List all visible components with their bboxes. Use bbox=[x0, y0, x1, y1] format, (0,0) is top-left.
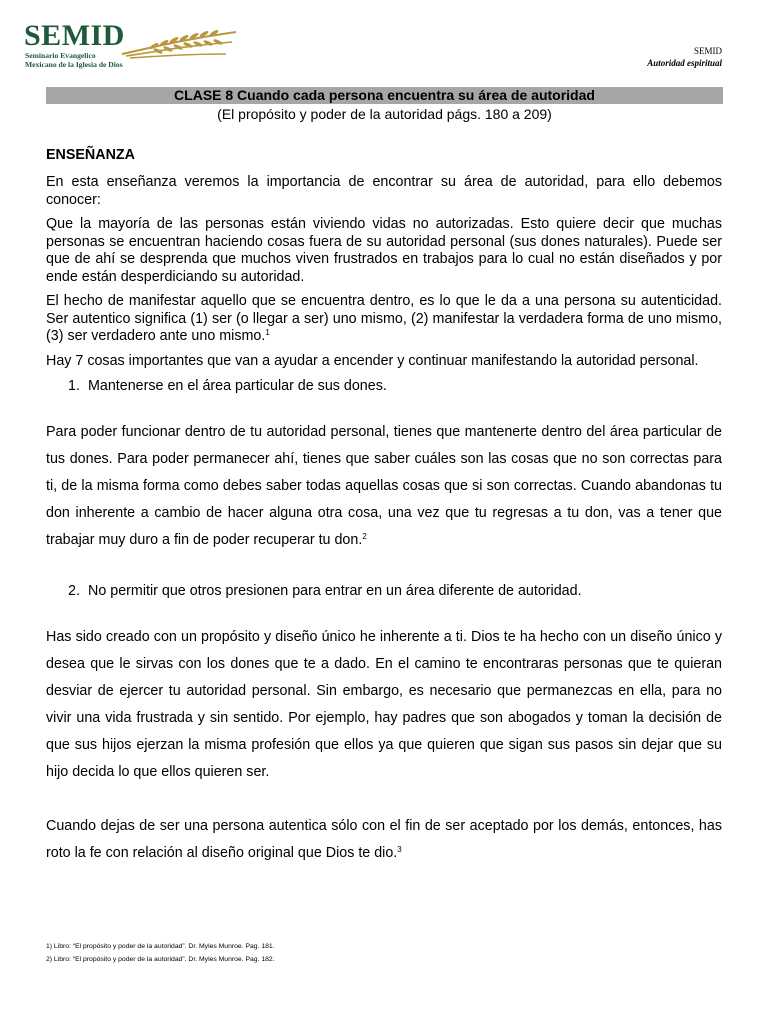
paragraph-gifts-area bbox=[46, 419, 722, 554]
section-heading: ENSEÑANZA bbox=[46, 147, 135, 163]
document-body bbox=[46, 146, 722, 867]
list-item-2-number: 2. bbox=[68, 583, 80, 599]
list-item-2 bbox=[46, 582, 722, 600]
logo-subtitle bbox=[25, 51, 123, 69]
list-item-2-text: No permitir que otros presionen para entrar en un área diferente de autoridad. bbox=[88, 583, 582, 599]
logo-subtitle-line-2: Mexicano de la Iglesia de Dios bbox=[25, 60, 123, 69]
list-item-1-number: 1. bbox=[68, 378, 80, 394]
running-header-org: SEMID bbox=[693, 46, 722, 56]
paragraph-authentic-person bbox=[46, 813, 722, 867]
paragraph-intro: En esta enseñanza veremos la importancia de encontrar su área de autoridad, para ello debemos conocer: bbox=[46, 174, 722, 208]
class-subtitle: (El propósito y poder de la autoridad págs. 180 a 209) bbox=[217, 106, 552, 122]
footnote-1: 1) Libro: “El propósito y poder de la autoridad”. Dr. Myles Munroe. Pag. 181. bbox=[46, 943, 275, 950]
footnote-ref-1: 1 bbox=[265, 328, 270, 337]
list-item-1-text: Mantenerse en el área particular de sus dones. bbox=[88, 378, 387, 394]
footnote-ref-3: 3 bbox=[397, 845, 402, 854]
logo-wordmark: SEMID bbox=[24, 19, 125, 52]
wheat-sheaf-icon bbox=[120, 24, 238, 70]
paragraph-unique-design: Has sido creado con un propósito y diseño único he inherente a ti. Dios te ha hecho con un diseño único y desea que le sirvas con los dones que te a dado. En el camino te encontraras personas que te quieran desviar de ejercer tu autoridad personal. Sin embargo, es necesario que permanezcas en ella, para no vivir una vida frustrada y sin sentido. Por ejemplo, hay padres que son abogados y toman la decisión de que sus hijos ejerzan la misma profesión que ellos ya que quieren que sigan sus pasos sin dejar que su hijo decida lo que ellos quieren ser. bbox=[46, 629, 722, 780]
logo-subtitle-line-1: Seminario Evangelico bbox=[25, 51, 96, 60]
footnote-ref-2: 2 bbox=[362, 532, 367, 541]
paragraph-authenticity-text: El hecho de manifestar aquello que se encuentra dentro, es lo que le da a una persona su autenticidad. Ser autentico significa (1) ser (o llegar a ser) uno mismo, (2) manifestar la verdadera forma de uno mismo, (3) ser verdadero ante uno mismo. bbox=[46, 293, 722, 344]
footnotes bbox=[46, 940, 275, 966]
running-header bbox=[647, 45, 722, 69]
class-title: CLASE 8 Cuando cada persona encuentra su área de autoridad bbox=[46, 87, 723, 104]
paragraph-unauthorized-lives: Que la mayoría de las personas están viviendo vidas no autorizadas. Esto quiere decir que muchas personas se encuentran haciendo cosas fuera de su autoridad personal (sus dones naturales). Puede ser que de ahí se desprenda que muchos viven frustrados en trabajos para lo cual no están diseñados y por ende están desperdiciando su autoridad. bbox=[46, 216, 722, 285]
paragraph-authentic-person-text: Cuando dejas de ser una persona autentica sólo con el fin de ser aceptado por los demás, entonces, has roto la fe con relación al diseño original que Dios te dio. bbox=[46, 818, 722, 861]
list-item-1 bbox=[46, 377, 722, 395]
running-header-topic: Autoridad espiritual bbox=[647, 58, 722, 68]
paragraph-authenticity bbox=[46, 293, 722, 346]
footnote-2: 2) Libro: “El propósito y poder de la autoridad”. Dr. Myles Munroe. Pag. 182. bbox=[46, 956, 275, 963]
semid-logo bbox=[24, 20, 224, 76]
paragraph-seven-things: Hay 7 cosas importantes que van a ayudar a encender y continuar manifestando la autoridad personal. bbox=[46, 352, 699, 369]
paragraph-gifts-area-text: Para poder funcionar dentro de tu autoridad personal, tienes que mantenerte dentro del área particular de tus dones. Para poder permanecer ahí, tienes que saber cuáles son las cosas que no son correctas para ti, de la misma forma como debes saber todas aquellas cosas que si son correctas. Cuando abandonas tu don inherente a cambio de hacer alguna otra cosa, una vez que tu regresas a tu don, vas a tener que trabajar muy duro a fin de poder recuperar tu don. bbox=[46, 424, 722, 548]
